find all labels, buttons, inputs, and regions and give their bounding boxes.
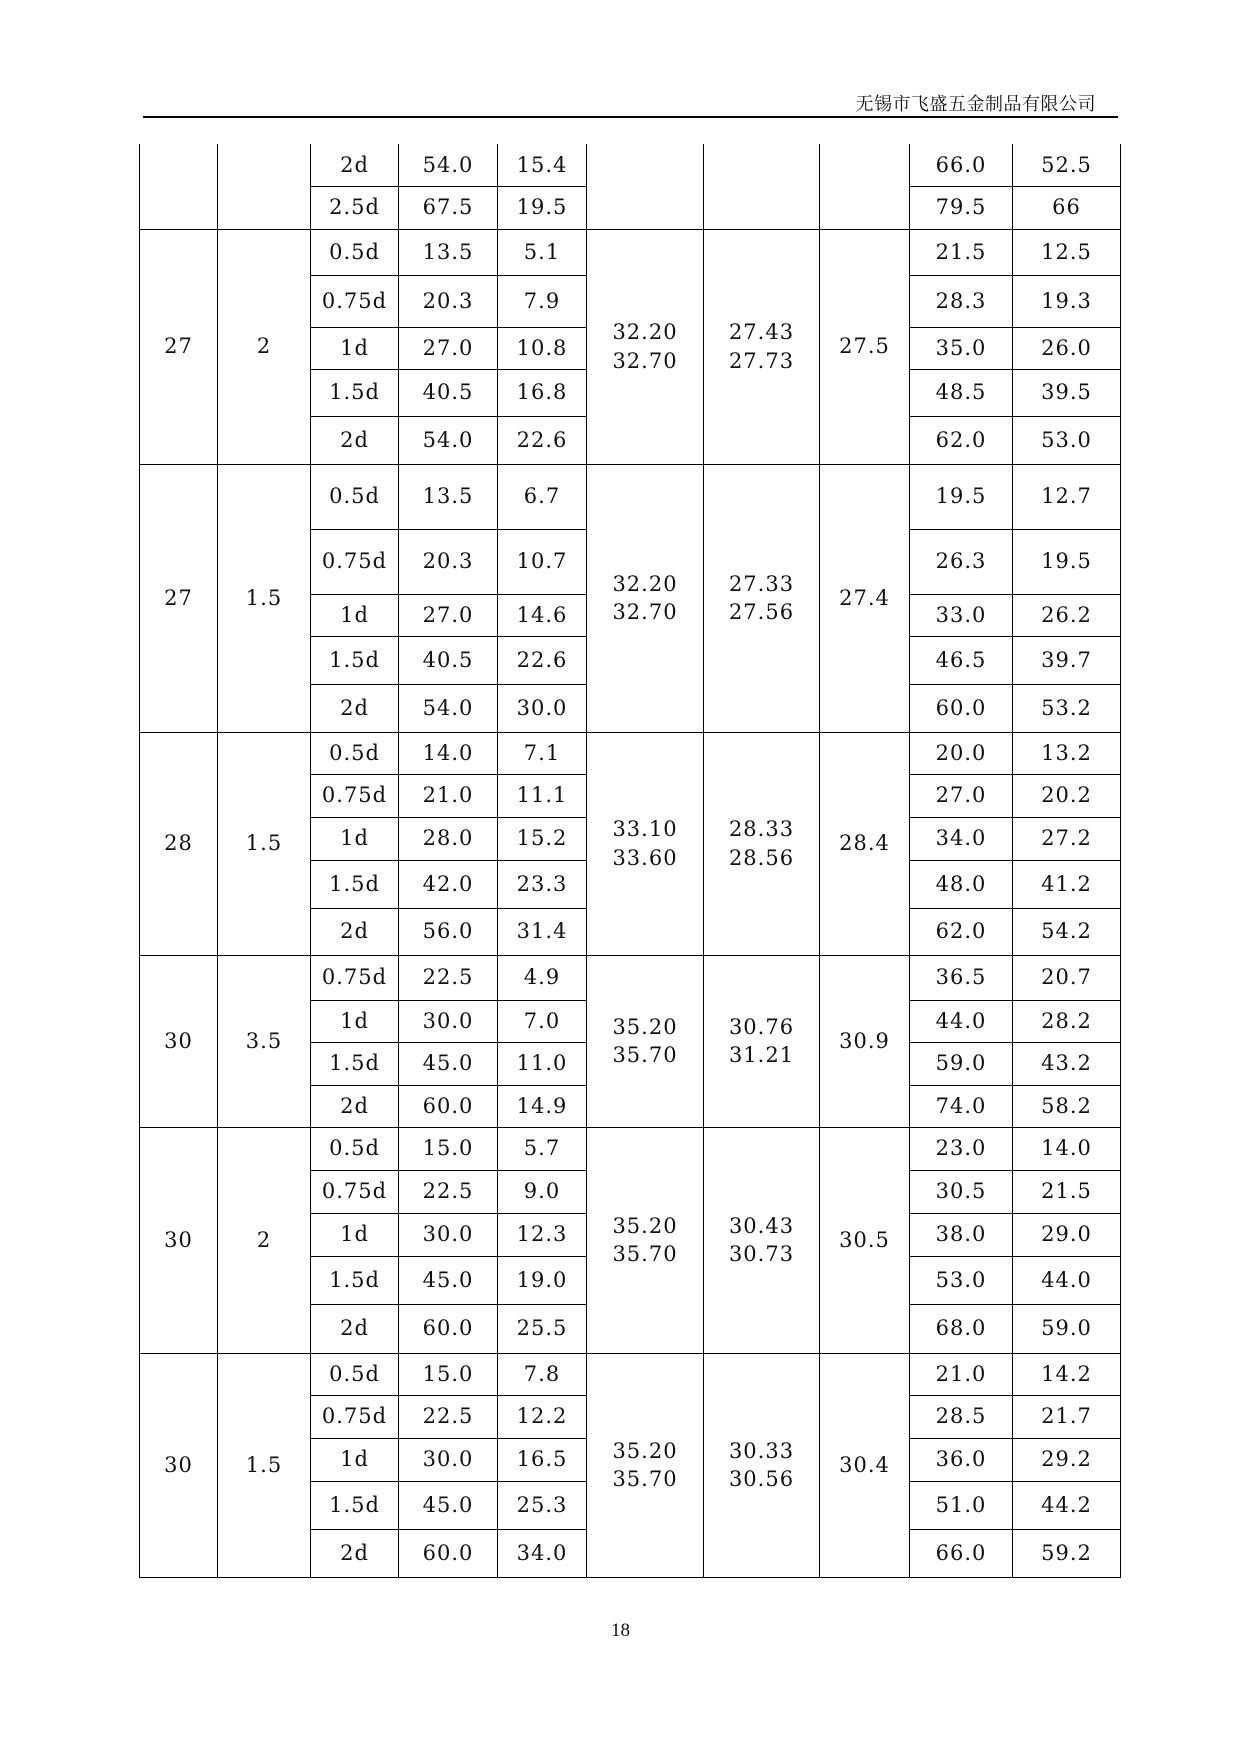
value-cell: 16.8 [498, 369, 587, 416]
depth-cell: 1.5d [311, 636, 399, 684]
value-cell: 20.3 [399, 529, 498, 594]
value-cell: 22.6 [498, 416, 587, 464]
range-cell-line-2: 35.70 [612, 1043, 678, 1067]
value-cell: 20.3 [399, 275, 498, 327]
value-cell: 22.5 [399, 1170, 498, 1213]
range-cell-line-1: 32.20 [612, 571, 678, 596]
value-cell: 7.8 [498, 1353, 587, 1395]
depth-cell: 2d [311, 416, 399, 464]
range-cell [704, 1353, 820, 1577]
value-cell: 34.0 [498, 1529, 587, 1577]
range-cell-line-2: 30.73 [728, 1242, 795, 1266]
value-cell: 28.0 [399, 817, 498, 860]
depth-cell: 0.75d [311, 774, 399, 817]
thread-size-cell: 27 [140, 464, 218, 732]
table-row [140, 464, 1121, 529]
value-cell: 12.5 [1013, 229, 1121, 275]
range-cell [587, 1127, 704, 1353]
value-cell: 20.2 [1013, 774, 1121, 817]
value-cell: 40.5 [399, 636, 498, 684]
page-number: 18 [611, 1620, 630, 1641]
value-cell: 41.2 [1013, 860, 1121, 908]
value-cell: 62.0 [910, 416, 1013, 464]
range-cell-line-2: 27.56 [728, 600, 795, 624]
value-cell: 74.0 [910, 1085, 1013, 1127]
value-cell: 36.0 [910, 1438, 1013, 1481]
depth-cell: 0.75d [311, 1395, 399, 1438]
range-cell [587, 732, 704, 955]
value-cell: 5.7 [498, 1127, 587, 1170]
depth-cell: 0.5d [311, 1127, 399, 1170]
value-cell: 7.9 [498, 275, 587, 327]
value-cell: 21.7 [1013, 1395, 1121, 1438]
range-cell [704, 955, 820, 1127]
value-cell: 54.0 [399, 684, 498, 732]
value-cell: 33.0 [910, 594, 1013, 636]
value-cell: 14.9 [498, 1085, 587, 1127]
thread-pitch-cell: 2 [218, 229, 311, 464]
value-cell: 40.5 [399, 369, 498, 416]
range-cell-line-2: 35.70 [612, 1467, 678, 1491]
page-header [143, 86, 1118, 118]
depth-cell: 2d [311, 1529, 399, 1577]
value-cell: 60.0 [399, 1529, 498, 1577]
range-cell [704, 464, 820, 732]
depth-cell: 1.5d [311, 860, 399, 908]
value-cell: 43.2 [1013, 1042, 1121, 1085]
value-cell: 67.5 [399, 186, 498, 229]
value-cell: 29.0 [1013, 1213, 1121, 1256]
value-cell: 14.6 [498, 594, 587, 636]
value-cell: 59.0 [1013, 1304, 1121, 1353]
value-cell: 27.0 [399, 594, 498, 636]
value-cell: 14.0 [399, 732, 498, 774]
depth-cell: 1d [311, 327, 399, 369]
value-cell: 44.0 [910, 1000, 1013, 1042]
value-cell: 10.8 [498, 327, 587, 369]
value-cell: 48.0 [910, 860, 1013, 908]
value-cell: 26.3 [910, 529, 1013, 594]
value-cell: 28.2 [1013, 1000, 1121, 1042]
drill-size-cell: 27.4 [820, 464, 910, 732]
value-cell: 19.5 [910, 464, 1013, 529]
thread-size-cell: 30 [140, 1127, 218, 1353]
depth-cell: 0.5d [311, 229, 399, 275]
value-cell: 30.0 [399, 1000, 498, 1042]
range-cell [587, 144, 704, 229]
value-cell: 30.0 [399, 1438, 498, 1481]
range-cell-line-1: 35.20 [612, 1014, 678, 1039]
value-cell: 79.5 [910, 186, 1013, 229]
drill-size-cell: 28.4 [820, 732, 910, 955]
drill-size-cell: 30.9 [820, 955, 910, 1127]
value-cell: 52.5 [1013, 144, 1121, 186]
thread-pitch-cell: 2 [218, 1127, 311, 1353]
range-cell-line-1: 27.33 [728, 571, 795, 596]
depth-cell: 1d [311, 1213, 399, 1256]
value-cell: 66.0 [910, 1529, 1013, 1577]
range-cell [704, 144, 820, 229]
value-cell: 14.2 [1013, 1353, 1121, 1395]
thread-pitch-cell: 1.5 [218, 464, 311, 732]
range-cell-line-1: 35.20 [612, 1438, 678, 1463]
value-cell: 11.1 [498, 774, 587, 817]
value-cell: 16.5 [498, 1438, 587, 1481]
value-cell: 11.0 [498, 1042, 587, 1085]
range-cell-line-1: 32.20 [612, 320, 678, 345]
thread-pitch-cell [218, 144, 311, 229]
range-cell-line-1: 30.43 [728, 1213, 795, 1238]
depth-cell: 0.75d [311, 275, 399, 327]
depth-cell: 1d [311, 817, 399, 860]
range-cell-line-1: 30.76 [728, 1014, 795, 1039]
range-cell-line-2: 27.73 [728, 348, 795, 373]
value-cell: 53.0 [1013, 416, 1121, 464]
value-cell: 14.0 [1013, 1127, 1121, 1170]
depth-cell: 2d [311, 1304, 399, 1353]
depth-cell: 0.5d [311, 464, 399, 529]
value-cell: 13.5 [399, 464, 498, 529]
value-cell: 20.7 [1013, 955, 1121, 1000]
depth-cell: 2d [311, 908, 399, 955]
value-cell: 19.5 [498, 186, 587, 229]
value-cell: 59.2 [1013, 1529, 1121, 1577]
drill-size-cell [820, 144, 910, 229]
value-cell: 9.0 [498, 1170, 587, 1213]
depth-cell: 1.5d [311, 1481, 399, 1529]
value-cell: 19.5 [1013, 529, 1121, 594]
value-cell: 19.3 [1013, 275, 1121, 327]
range-cell [587, 1353, 704, 1577]
value-cell: 6.7 [498, 464, 587, 529]
range-cell-line-1: 28.33 [728, 817, 795, 842]
range-cell-line-2: 33.60 [612, 845, 678, 870]
value-cell: 38.0 [910, 1213, 1013, 1256]
value-cell: 45.0 [399, 1481, 498, 1529]
table-row [140, 1353, 1121, 1395]
value-cell: 22.6 [498, 636, 587, 684]
table-row [140, 955, 1121, 1000]
range-cell [704, 229, 820, 464]
value-cell: 62.0 [910, 908, 1013, 955]
value-cell: 27.2 [1013, 817, 1121, 860]
value-cell: 31.4 [498, 908, 587, 955]
value-cell: 36.5 [910, 955, 1013, 1000]
table-row [140, 229, 1121, 275]
value-cell: 21.5 [1013, 1170, 1121, 1213]
range-cell [704, 732, 820, 955]
value-cell: 39.7 [1013, 636, 1121, 684]
depth-cell: 1.5d [311, 369, 399, 416]
range-cell [587, 229, 704, 464]
range-cell-line-1: 33.10 [612, 817, 678, 842]
range-cell-line-2: 31.21 [728, 1043, 795, 1067]
table-body [140, 144, 1121, 1577]
value-cell: 54.2 [1013, 908, 1121, 955]
depth-cell: 1.5d [311, 1256, 399, 1304]
range-cell-line-2: 32.70 [612, 600, 678, 624]
value-cell: 60.0 [399, 1085, 498, 1127]
value-cell: 21.0 [399, 774, 498, 817]
depth-cell: 0.5d [311, 732, 399, 774]
depth-cell: 2d [311, 144, 399, 186]
value-cell: 28.3 [910, 275, 1013, 327]
value-cell: 60.0 [910, 684, 1013, 732]
value-cell: 12.2 [498, 1395, 587, 1438]
value-cell: 59.0 [910, 1042, 1013, 1085]
table-row [140, 144, 1121, 186]
thread-pitch-cell: 3.5 [218, 955, 311, 1127]
value-cell: 30.0 [498, 684, 587, 732]
value-cell: 26.2 [1013, 594, 1121, 636]
value-cell: 34.0 [910, 817, 1013, 860]
value-cell: 4.9 [498, 955, 587, 1000]
table-row [140, 732, 1121, 774]
value-cell: 46.5 [910, 636, 1013, 684]
range-cell-line-2: 28.56 [728, 845, 795, 870]
range-cell-line-2: 30.56 [728, 1467, 795, 1491]
depth-cell: 0.75d [311, 529, 399, 594]
value-cell: 44.2 [1013, 1481, 1121, 1529]
depth-cell: 0.75d [311, 955, 399, 1000]
thread-size-cell [140, 144, 218, 229]
value-cell: 56.0 [399, 908, 498, 955]
depth-cell: 2.5d [311, 186, 399, 229]
value-cell: 45.0 [399, 1256, 498, 1304]
table-row [140, 1127, 1121, 1170]
company-name: 无锡市飞盛五金制品有限公司 [855, 94, 1096, 115]
thread-size-cell: 30 [140, 1353, 218, 1577]
depth-cell: 2d [311, 1085, 399, 1127]
value-cell: 48.5 [910, 369, 1013, 416]
value-cell: 21.0 [910, 1353, 1013, 1395]
depth-cell: 1d [311, 594, 399, 636]
value-cell: 26.0 [1013, 327, 1121, 369]
depth-cell: 1d [311, 1438, 399, 1481]
depth-cell: 1.5d [311, 1042, 399, 1085]
value-cell: 53.0 [910, 1256, 1013, 1304]
value-cell: 12.3 [498, 1213, 587, 1256]
value-cell: 42.0 [399, 860, 498, 908]
drill-size-cell: 30.4 [820, 1353, 910, 1577]
range-cell-line-1: 27.43 [728, 320, 795, 345]
thread-size-cell: 27 [140, 229, 218, 464]
value-cell: 58.2 [1013, 1085, 1121, 1127]
value-cell: 13.2 [1013, 732, 1121, 774]
thread-size-cell: 30 [140, 955, 218, 1127]
value-cell: 19.0 [498, 1256, 587, 1304]
value-cell: 30.5 [910, 1170, 1013, 1213]
value-cell: 25.5 [498, 1304, 587, 1353]
depth-cell: 2d [311, 684, 399, 732]
range-cell [587, 955, 704, 1127]
range-cell-line-1: 35.20 [612, 1213, 678, 1238]
value-cell: 5.1 [498, 229, 587, 275]
value-cell: 22.5 [399, 1395, 498, 1438]
thread-size-cell: 28 [140, 732, 218, 955]
value-cell: 23.0 [910, 1127, 1013, 1170]
depth-cell: 0.75d [311, 1170, 399, 1213]
value-cell: 35.0 [910, 327, 1013, 369]
value-cell: 21.5 [910, 229, 1013, 275]
value-cell: 15.0 [399, 1353, 498, 1395]
value-cell: 25.3 [498, 1481, 587, 1529]
value-cell: 10.7 [498, 529, 587, 594]
range-cell-line-1: 30.33 [728, 1438, 795, 1463]
value-cell: 15.4 [498, 144, 587, 186]
thread-pitch-cell: 1.5 [218, 732, 311, 955]
value-cell: 27.0 [910, 774, 1013, 817]
value-cell: 12.7 [1013, 464, 1121, 529]
value-cell: 13.5 [399, 229, 498, 275]
value-cell: 22.5 [399, 955, 498, 1000]
value-cell: 20.0 [910, 732, 1013, 774]
value-cell: 44.0 [1013, 1256, 1121, 1304]
depth-cell: 1d [311, 1000, 399, 1042]
value-cell: 53.2 [1013, 684, 1121, 732]
thread-spec-table [139, 144, 1121, 1578]
value-cell: 66 [1013, 186, 1121, 229]
range-cell-line-2: 32.70 [612, 348, 678, 373]
range-cell [704, 1127, 820, 1353]
value-cell: 39.5 [1013, 369, 1121, 416]
value-cell: 7.0 [498, 1000, 587, 1042]
value-cell: 23.3 [498, 860, 587, 908]
range-cell [587, 464, 704, 732]
value-cell: 54.0 [399, 416, 498, 464]
value-cell: 29.2 [1013, 1438, 1121, 1481]
value-cell: 15.2 [498, 817, 587, 860]
value-cell: 15.0 [399, 1127, 498, 1170]
depth-cell: 0.5d [311, 1353, 399, 1395]
drill-size-cell: 27.5 [820, 229, 910, 464]
value-cell: 66.0 [910, 144, 1013, 186]
thread-pitch-cell: 1.5 [218, 1353, 311, 1577]
value-cell: 68.0 [910, 1304, 1013, 1353]
value-cell: 7.1 [498, 732, 587, 774]
value-cell: 60.0 [399, 1304, 498, 1353]
value-cell: 45.0 [399, 1042, 498, 1085]
range-cell-line-2: 35.70 [612, 1242, 678, 1266]
value-cell: 27.0 [399, 327, 498, 369]
drill-size-cell: 30.5 [820, 1127, 910, 1353]
value-cell: 30.0 [399, 1213, 498, 1256]
value-cell: 54.0 [399, 144, 498, 186]
value-cell: 28.5 [910, 1395, 1013, 1438]
value-cell: 51.0 [910, 1481, 1013, 1529]
